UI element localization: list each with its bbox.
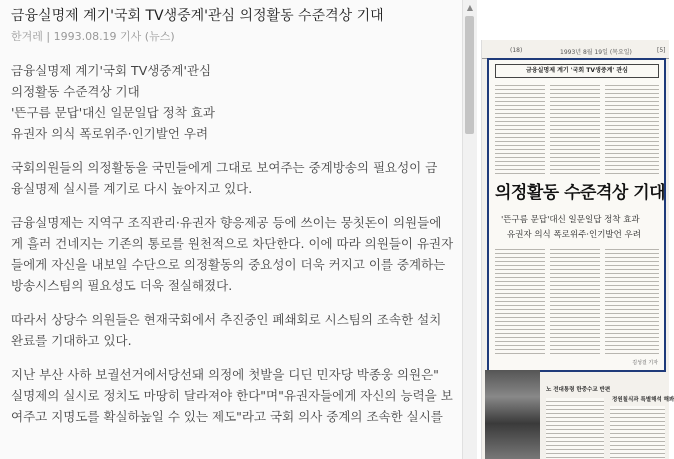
lead-line: 금융실명제 계기'국회 TV생중계'관심 [11, 63, 212, 78]
article-paragraph [11, 364, 451, 427]
newspaper-small-headline: 노 전대통령 한중수교 반편 [546, 387, 611, 393]
newspaper-subhead: '뜬구름 문답'대신 일문일답 정착 효과 [501, 215, 640, 225]
newspaper-small-headline: 정원칠식과 특별해석 해봐 [612, 397, 674, 403]
paragraph-line: 금융실명제는 지역구 조직관리·유권자 향응제공 등에 쓰이는 뭉칫돈이 의원들에 [11, 215, 442, 230]
lead-line: 유권자 의식 폭로위주·인기발언 우려 [11, 126, 209, 141]
newspaper-text-column [605, 82, 659, 174]
newspaper-text-column [495, 82, 545, 174]
newspaper-headline: 의정활동 수준격상 기대 [495, 183, 666, 203]
newspaper-text-column [605, 246, 659, 356]
newspaper-photo [485, 370, 540, 459]
newspaper-page-number: (18) [510, 47, 523, 54]
newspaper-scan[interactable] [481, 40, 674, 459]
scroll-thumb[interactable] [465, 16, 474, 134]
article-scrollbar[interactable] [462, 0, 477, 459]
paragraph-line: 방송시스팀의 필요성도 더욱 절실해졌다. [11, 278, 233, 293]
newspaper-date: 1993년 8월 19일 (목요일) [560, 49, 632, 56]
article-body [11, 60, 454, 440]
article-title: 금융실명제 계기'국회 TV생중계'관심 의정활동 수준격상 기대 [11, 8, 384, 24]
newspaper-text-column [550, 82, 600, 174]
paragraph-line: 융실명제 실시를 계기로 다시 높아지고 있다. [11, 181, 253, 196]
lead-line: '뜬구름 문답'대신 일문일답 정착 효과 [11, 105, 215, 120]
lead-line: 의정활동 수준격상 기대 [11, 84, 140, 99]
article-paragraph [11, 157, 451, 199]
newspaper-box-title: 금융실명제 계기 '국회 TV생중계' 관심 [495, 64, 659, 78]
paragraph-line: 여주고 지명도를 확실하높일 수 있는 제도"라고 국회 의사 중계의 조속한 실시를 [11, 409, 443, 424]
newspaper-text-column [495, 246, 545, 356]
paragraph-line: 따라서 상당수 의원들은 현재국회에서 추진중인 폐쇄회로 시스팀의 조속한 설치 [11, 312, 442, 327]
paragraph-line: 국회의원들의 의정활동을 국민들에게 그대로 보여주는 중계방송의 필요성이 금 [11, 160, 438, 175]
newspaper-article-box [487, 58, 666, 372]
scroll-up-arrow-icon[interactable]: ▲ [466, 3, 474, 12]
paragraph-line: 실명제의 실시로 정치도 마땅히 달라져야 한다"며"유권자들에게 자신의 능력을 보 [11, 388, 453, 403]
paragraph-line: 지난 부산 사하 보궐선거에서당선돼 의정에 첫발을 디딘 민자당 박종웅 의원은" [11, 367, 439, 382]
paragraph-line: 들에게 자신을 내보일 수단으로 의정활동의 중요성이 더욱 커지고 이를 중계하는 [11, 257, 446, 272]
newspaper-section: [5] [657, 47, 666, 54]
article-lead [11, 60, 451, 144]
paragraph-line: 게 흘러 건네지는 기존의 통로를 원천적으로 차단한다. 이에 따라 의원들이 유권자 [11, 236, 454, 251]
newspaper-byline: 김성걸 기자 [632, 360, 658, 366]
newspaper-text-column [550, 246, 600, 356]
newspaper-text-column [610, 406, 665, 459]
newspaper-subhead: 유권자 의식 폭로위주·인기발언 우려 [507, 230, 641, 240]
article-paragraph [11, 212, 454, 296]
paragraph-line: 완료를 기대하고 있다. [11, 333, 132, 348]
newspaper-text-column [546, 398, 604, 459]
article-paragraph [11, 309, 451, 351]
article-meta: 한겨레 | 1993.08.19 기사 (뉴스) [11, 30, 175, 43]
